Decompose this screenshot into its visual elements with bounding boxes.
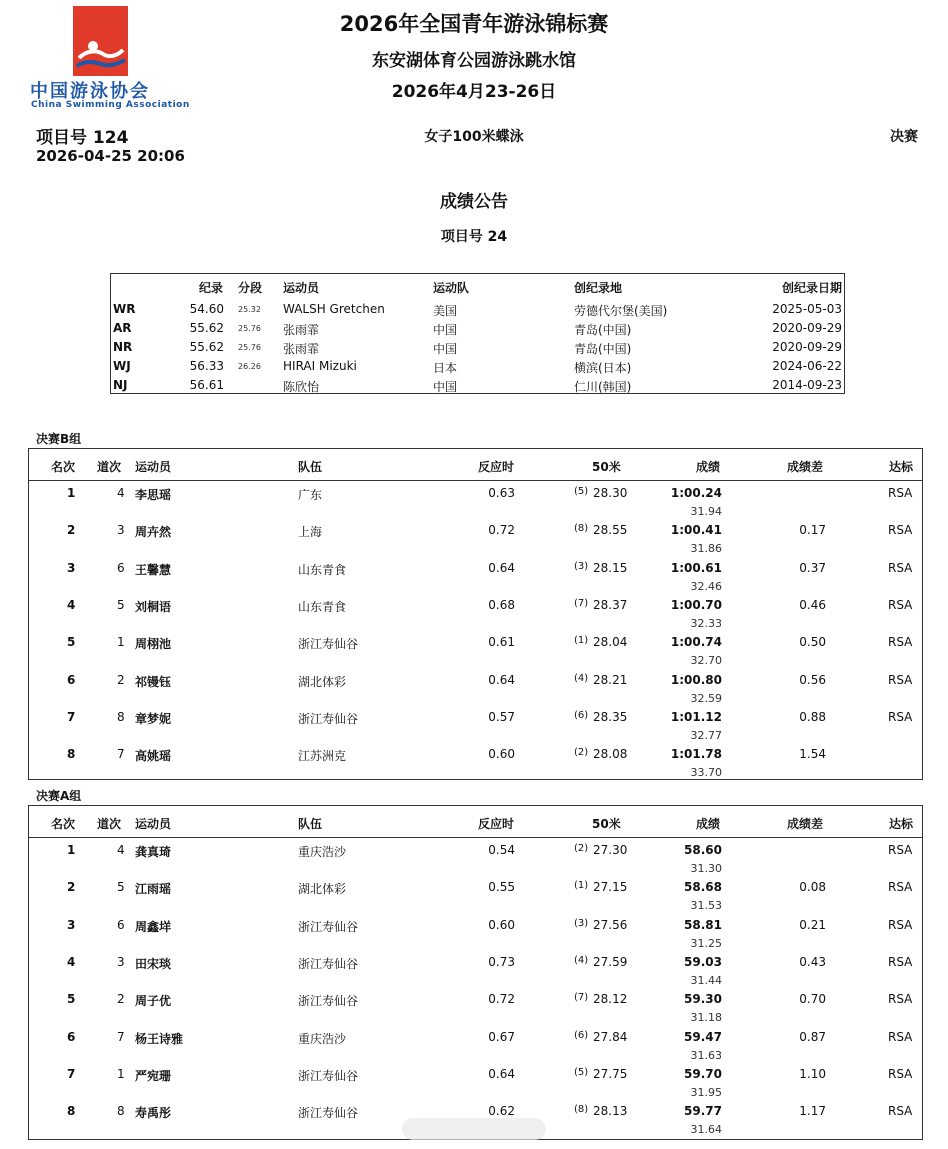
- header-time: 成绩: [696, 460, 721, 474]
- result-time: 59.47: [684, 1029, 722, 1044]
- result-standard: RSA: [888, 597, 913, 612]
- result-second: 32.70: [690, 654, 722, 668]
- result-row: [29, 485, 922, 522]
- result-split-rank: (3): [574, 560, 589, 572]
- result-row: [29, 917, 922, 954]
- result-time: 1:00.80: [670, 672, 722, 687]
- result-reaction: 0.64: [488, 1066, 515, 1081]
- result-rank: 8: [67, 747, 76, 762]
- result-split-rank: (5): [574, 486, 589, 497]
- result-row: [29, 954, 922, 991]
- result-team: 重庆浩沙: [298, 1031, 347, 1046]
- result-diff: 0.56: [799, 672, 826, 687]
- result-row: [29, 597, 922, 634]
- result-time: 1:00.24: [670, 486, 722, 500]
- records-table: [110, 273, 845, 394]
- result-lane: 5: [117, 597, 125, 612]
- result-second: 31.63: [690, 1048, 722, 1062]
- result-split: 28.55: [593, 523, 628, 538]
- header-lane: 道次: [97, 460, 122, 474]
- header-reaction: 反应时: [478, 817, 515, 831]
- venue: 东安湖体育公园游泳跳水馆: [372, 51, 576, 71]
- result-athlete: 龚真琦: [135, 845, 172, 859]
- result-diff: 1.17: [799, 1104, 826, 1119]
- event-number: 项目号 124: [36, 128, 129, 148]
- group-b-results-table: [28, 448, 923, 780]
- result-split-rank: (6): [574, 1029, 589, 1041]
- record-place: 青岛(中国): [574, 323, 632, 337]
- result-rank: 5: [67, 992, 76, 1007]
- record-team: 中国: [433, 342, 458, 356]
- records-header-record: 纪录: [199, 281, 224, 295]
- result-team: 浙江寿仙谷: [298, 994, 359, 1009]
- records-header-date: 创纪录日期: [781, 281, 842, 295]
- header-reaction: 反应时: [478, 460, 515, 474]
- header-athlete: 运动员: [135, 817, 172, 831]
- records-header-team: 运动队: [433, 281, 470, 295]
- result-second: 31.53: [690, 899, 722, 913]
- result-rank: 3: [67, 917, 76, 932]
- result-row: [29, 842, 922, 879]
- result-diff: 1.10: [799, 1066, 826, 1081]
- result-split: 27.56: [593, 917, 628, 932]
- result-rank: 8: [67, 1104, 76, 1119]
- result-second: 32.77: [690, 728, 722, 742]
- result-rank: 2: [67, 880, 76, 895]
- result-time: 59.30: [684, 992, 722, 1007]
- record-row: [111, 321, 844, 340]
- result-athlete: 李思瑶: [135, 488, 172, 502]
- header-standard: 达标: [889, 817, 914, 831]
- result-reaction: 0.73: [488, 954, 515, 969]
- record-split: 25.32: [238, 305, 261, 314]
- records-header-place: 创纪录地: [574, 281, 623, 295]
- result-reaction: 0.67: [488, 1029, 515, 1044]
- result-team: 浙江寿仙谷: [298, 637, 359, 652]
- result-time: 1:00.41: [670, 523, 722, 538]
- result-split-rank: (7): [574, 992, 589, 1004]
- record-time: 56.33: [189, 359, 224, 373]
- result-lane: 7: [117, 1029, 125, 1044]
- result-standard: RSA: [888, 1104, 913, 1119]
- result-reaction: 0.68: [488, 597, 515, 612]
- result-standard: RSA: [888, 917, 913, 932]
- result-athlete: 周栩池: [135, 637, 172, 652]
- result-time: 58.60: [684, 843, 722, 857]
- record-code: AR: [113, 321, 132, 335]
- header-divider: [29, 837, 922, 838]
- result-second: 32.46: [690, 579, 722, 593]
- result-split-rank: (7): [574, 597, 589, 609]
- result-row: [29, 709, 922, 746]
- result-rank: 3: [67, 560, 76, 575]
- header-team: 队伍: [298, 817, 323, 831]
- record-team: 中国: [433, 323, 458, 337]
- record-athlete: 陈欣怡: [283, 380, 320, 394]
- group-a-title: 决赛A组: [36, 789, 82, 803]
- result-time: 58.81: [684, 917, 722, 932]
- result-team: 浙江寿仙谷: [298, 711, 359, 726]
- record-place: 青岛(中国): [574, 342, 632, 356]
- record-date: 2014-09-23: [772, 378, 842, 392]
- record-date: 2020-09-29: [772, 340, 842, 354]
- result-athlete: 江雨瑶: [135, 882, 172, 897]
- header-split50: 50米: [592, 817, 621, 831]
- result-athlete: 刘桐语: [135, 599, 172, 614]
- result-time: 1:00.70: [670, 597, 722, 612]
- result-rank: 2: [67, 523, 76, 538]
- result-second: 31.18: [690, 1011, 722, 1025]
- result-team: 重庆浩沙: [298, 845, 347, 859]
- result-lane: 1: [117, 1066, 125, 1081]
- result-rank: 7: [67, 1066, 76, 1081]
- result-second: 31.64: [690, 1123, 722, 1137]
- result-split: 28.08: [593, 747, 628, 762]
- result-split: 28.30: [593, 486, 628, 500]
- result-lane: 2: [117, 672, 125, 687]
- result-time: 58.68: [684, 880, 722, 895]
- record-row: [111, 302, 844, 321]
- result-team: 浙江寿仙谷: [298, 919, 359, 934]
- record-athlete: HIRAI Mizuki: [283, 359, 357, 373]
- result-row: [29, 634, 922, 671]
- result-rank: 5: [67, 635, 76, 650]
- result-reaction: 0.64: [488, 672, 515, 687]
- result-standard: RSA: [888, 486, 913, 500]
- record-row: [111, 378, 844, 397]
- record-place: 仁川(韩国): [574, 380, 632, 394]
- result-second: 31.94: [690, 505, 722, 518]
- records-header-athlete: 运动员: [283, 281, 320, 295]
- image-viewer-pager[interactable]: [402, 1118, 546, 1140]
- header-athlete: 运动员: [135, 460, 172, 474]
- header-lane: 道次: [97, 817, 122, 831]
- result-lane: 1: [117, 635, 125, 650]
- event-round: 决赛: [890, 129, 918, 145]
- result-split: 28.12: [593, 992, 628, 1007]
- result-lane: 6: [117, 560, 125, 575]
- result-lane: 2: [117, 992, 125, 1007]
- result-reaction: 0.61: [488, 635, 515, 650]
- result-time: 1:01.12: [670, 709, 722, 724]
- result-standard: RSA: [888, 1029, 913, 1044]
- result-time: 59.03: [684, 954, 722, 969]
- result-split: 27.15: [593, 880, 628, 895]
- result-team: 广东: [298, 488, 323, 502]
- result-lane: 4: [117, 843, 125, 857]
- result-reaction: 0.72: [488, 992, 515, 1007]
- header-team: 队伍: [298, 460, 323, 474]
- result-athlete: 章梦妮: [135, 711, 172, 726]
- result-reaction: 0.64: [488, 560, 515, 575]
- result-reaction: 0.57: [488, 709, 515, 724]
- result-rank: 6: [67, 672, 76, 687]
- result-athlete: 严宛珊: [135, 1068, 172, 1083]
- result-row: [29, 1029, 922, 1066]
- result-standard: RSA: [888, 1066, 913, 1081]
- header-divider: [29, 480, 922, 481]
- result-team: 浙江寿仙谷: [298, 1106, 359, 1121]
- result-split-rank: (5): [574, 1066, 589, 1078]
- result-team: 浙江寿仙谷: [298, 956, 359, 971]
- result-diff: 0.46: [799, 597, 826, 612]
- result-standard: RSA: [888, 635, 913, 650]
- result-row: [29, 991, 922, 1028]
- result-athlete: 寿禹彤: [135, 1106, 172, 1121]
- record-time: 55.62: [189, 321, 224, 335]
- group-b-title: 决赛B组: [36, 432, 82, 446]
- result-split: 28.35: [593, 709, 628, 724]
- result-second: 32.59: [690, 691, 722, 705]
- result-team: 山东青食: [298, 599, 347, 614]
- competition-title: 2026年全国青年游泳锦标赛: [339, 12, 609, 36]
- result-diff: 0.21: [799, 917, 826, 932]
- header-diff: 成绩差: [787, 817, 824, 831]
- result-row: [29, 746, 922, 783]
- result-athlete: 田宋琰: [135, 956, 172, 971]
- record-date: 2020-09-29: [772, 321, 842, 335]
- record-time: 54.60: [189, 302, 224, 316]
- result-split-rank: (2): [574, 843, 589, 854]
- record-athlete: 张雨霏: [283, 323, 320, 337]
- record-team: 中国: [433, 380, 458, 394]
- record-split: 25.76: [238, 343, 261, 352]
- association-name-cn: 中国游泳协会: [30, 81, 150, 102]
- header-diff: 成绩差: [787, 460, 824, 474]
- record-date: 2025-05-03: [772, 302, 842, 316]
- result-diff: 0.43: [799, 954, 826, 969]
- result-standard: RSA: [888, 992, 913, 1007]
- result-second: 31.25: [690, 936, 722, 950]
- header-split50: 50米: [592, 460, 621, 474]
- header-standard: 达标: [889, 460, 914, 474]
- result-standard: RSA: [888, 560, 913, 575]
- result-split-rank: (8): [574, 523, 589, 535]
- result-split: 28.21: [593, 672, 628, 687]
- record-code: NJ: [113, 378, 128, 392]
- result-time: 59.70: [684, 1066, 722, 1081]
- result-reaction: 0.60: [488, 747, 515, 762]
- result-lane: 5: [117, 880, 125, 895]
- result-time: 1:00.61: [670, 560, 722, 575]
- result-split-rank: (3): [574, 917, 589, 929]
- result-second: 31.95: [690, 1085, 722, 1099]
- result-standard: RSA: [888, 523, 913, 538]
- records-header-split: 分段: [238, 281, 263, 295]
- result-reaction: 0.60: [488, 917, 515, 932]
- result-rank: 4: [67, 954, 76, 969]
- result-row: [29, 1066, 922, 1103]
- result-athlete: 周鑫垟: [135, 919, 172, 934]
- result-second: 31.30: [690, 862, 722, 875]
- result-split: 28.37: [593, 597, 628, 612]
- association-name-en: China Swimming Association: [31, 100, 190, 110]
- result-time: 1:00.74: [670, 635, 722, 650]
- result-standard: RSA: [888, 954, 913, 969]
- record-time: 55.62: [189, 340, 224, 354]
- result-athlete: 祁镘钰: [135, 674, 172, 689]
- result-split-rank: (8): [574, 1104, 589, 1116]
- record-team: 日本: [433, 361, 458, 375]
- result-split-rank: (1): [574, 635, 589, 647]
- result-athlete: 杨王诗雅: [135, 1031, 184, 1046]
- record-code: WJ: [113, 359, 131, 373]
- result-lane: 8: [117, 709, 125, 724]
- result-rank: 1: [67, 486, 76, 500]
- result-diff: 0.37: [799, 560, 826, 575]
- result-standard: RSA: [888, 843, 913, 857]
- result-split: 28.15: [593, 560, 628, 575]
- result-lane: 3: [117, 954, 125, 969]
- result-time: 59.77: [684, 1104, 722, 1119]
- record-code: NR: [113, 340, 133, 354]
- result-split: 27.75: [593, 1066, 628, 1081]
- result-team: 湖北体彩: [298, 882, 347, 897]
- result-split: 28.04: [593, 635, 628, 650]
- result-diff: 0.17: [799, 523, 826, 538]
- result-athlete: 周卉然: [135, 525, 172, 540]
- result-row: [29, 522, 922, 559]
- result-lane: 7: [117, 747, 125, 762]
- record-athlete: WALSH Gretchen: [283, 302, 385, 316]
- record-place: 横滨(日本): [574, 361, 632, 375]
- result-team: 上海: [298, 525, 323, 540]
- competition-dates: 2026年4月23-26日: [391, 82, 557, 102]
- record-athlete: 张雨霏: [283, 342, 320, 356]
- event-name: 女子100米蝶泳: [424, 129, 524, 145]
- result-lane: 3: [117, 523, 125, 538]
- result-team: 湖北体彩: [298, 674, 347, 689]
- header-rank: 名次: [51, 817, 76, 831]
- result-split-rank: (1): [574, 880, 589, 892]
- header-time: 成绩: [696, 817, 721, 831]
- result-split: 27.59: [593, 954, 628, 969]
- record-date: 2024-06-22: [772, 359, 842, 373]
- result-team: 浙江寿仙谷: [298, 1068, 359, 1083]
- result-standard: RSA: [888, 672, 913, 687]
- result-diff: 0.88: [799, 709, 826, 724]
- result-split-rank: (4): [574, 954, 589, 966]
- result-rank: 4: [67, 597, 76, 612]
- result-athlete: 高姚瑶: [135, 749, 172, 764]
- sub-event-number: 项目号 24: [440, 229, 508, 245]
- result-diff: 0.70: [799, 992, 826, 1007]
- result-split: 28.13: [593, 1104, 628, 1119]
- record-place: 劳德代尔堡(美国): [574, 304, 668, 318]
- group-a-results-table: [28, 805, 923, 1140]
- result-reaction: 0.55: [488, 880, 515, 895]
- result-diff: 0.50: [799, 635, 826, 650]
- result-time: 1:01.78: [670, 747, 722, 762]
- result-split: 27.30: [593, 843, 628, 857]
- header-rank: 名次: [51, 460, 76, 474]
- record-split: 25.76: [238, 324, 261, 333]
- result-lane: 4: [117, 486, 125, 500]
- result-rank: 6: [67, 1029, 76, 1044]
- result-athlete: 王馨慧: [135, 562, 172, 577]
- result-split-rank: (2): [574, 747, 589, 759]
- result-lane: 6: [117, 917, 125, 932]
- result-standard: RSA: [888, 709, 913, 724]
- result-reaction: 0.62: [488, 1104, 515, 1119]
- result-second: 33.70: [690, 766, 722, 780]
- event-datetime: 2026-04-25 20:06: [36, 147, 185, 165]
- record-team: 美国: [433, 304, 458, 318]
- result-split: 27.84: [593, 1029, 628, 1044]
- result-split-rank: (6): [574, 709, 589, 721]
- record-row: [111, 359, 844, 378]
- result-split-rank: (4): [574, 672, 589, 684]
- result-rank: 7: [67, 709, 76, 724]
- result-diff: 0.08: [799, 880, 826, 895]
- result-rank: 1: [67, 843, 76, 857]
- result-row: [29, 560, 922, 597]
- record-split: 26.26: [238, 362, 261, 371]
- results-title: 成绩公告: [440, 192, 508, 212]
- result-team: 江苏洲克: [298, 749, 347, 764]
- record-code: WR: [113, 302, 136, 316]
- result-team: 山东青食: [298, 562, 347, 577]
- result-standard: RSA: [888, 880, 913, 895]
- result-athlete: 周子优: [135, 994, 172, 1009]
- result-second: 31.44: [690, 973, 722, 987]
- record-time: 56.61: [189, 378, 224, 392]
- result-reaction: 0.72: [488, 523, 515, 538]
- result-diff: 0.87: [799, 1029, 826, 1044]
- result-lane: 8: [117, 1104, 125, 1119]
- result-diff: 1.54: [799, 747, 826, 762]
- record-row: [111, 340, 844, 359]
- result-reaction: 0.54: [488, 843, 515, 857]
- result-second: 32.33: [690, 616, 722, 630]
- result-row: [29, 879, 922, 916]
- result-row: [29, 672, 922, 709]
- result-reaction: 0.63: [488, 486, 515, 500]
- result-second: 31.86: [690, 542, 722, 556]
